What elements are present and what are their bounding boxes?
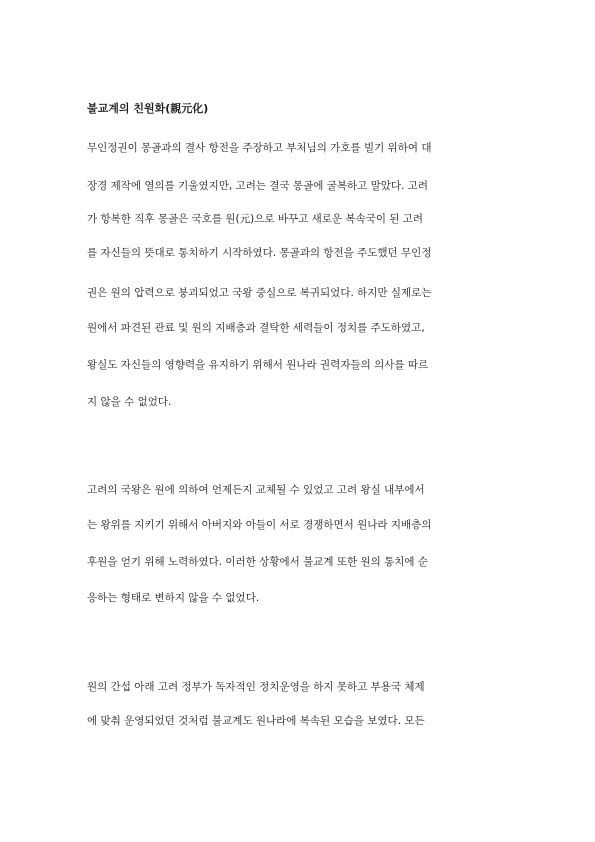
paragraph-2-line-4: 응하는 형태로 변하지 않을 수 없었다. — [87, 592, 260, 604]
paragraph-1-line-4: 를 자신들의 뜻대로 통치하기 시작하였다. 몽골과의 항전을 주도했던 무인정 — [87, 247, 432, 259]
paragraph-2-line-3: 후원을 얻기 위해 노력하였다. 이러한 상황에서 불교계 또한 원의 통치에 순 — [87, 556, 429, 568]
paragraph-1-line-1: 무인정권이 몽골과의 결사 항전을 주장하고 부처님의 가호를 빌기 위하여 대 — [87, 142, 432, 154]
paragraph-2-line-1: 고려의 국왕은 원에 의하여 언제든지 교체될 수 있었고 고려 왕실 내부에서 — [87, 484, 425, 496]
paragraph-1-line-3: 가 항복한 직후 몽골은 국호를 원(元)으로 바꾸고 새로운 복속국이 된 고려 — [87, 213, 424, 225]
paragraph-1-line-2: 장경 제작에 열의를 기울였지만, 고려는 결국 몽골에 굴복하고 말았다. 고려 — [87, 180, 429, 192]
paragraph-1-line-8: 지 않을 수 없었다. — [87, 396, 172, 408]
paragraph-1-line-7: 왕실도 자신들의 영향력을 유지하기 위해서 원나라 권력자들의 의사를 따르 — [87, 359, 429, 371]
paragraph-1-line-5: 권은 원의 압력으로 붕괴되었고 국왕 중심으로 복귀되었다. 하지만 실제로는 — [87, 287, 432, 299]
paragraph-3-line-2: 에 맞춰 운영되었던 것처럼 불교계도 원나라에 복속된 모습을 보였다. 모든 — [87, 715, 425, 727]
paragraph-2-line-2: 는 왕위를 지키기 위해서 아버지와 아들이 서로 경쟁하면서 원나라 지배층의 — [87, 519, 432, 531]
paragraph-3-line-1: 원의 간섭 아래 고려 정부가 독자적인 정치운영을 하지 못하고 부용국 체제 — [87, 681, 425, 693]
paragraph-1-line-6: 원에서 파견된 관료 및 원의 지배층과 결탁한 세력들이 정치를 주도하였고, — [87, 322, 425, 334]
document-title: 불교계의 친원화(親元化) — [87, 102, 209, 115]
